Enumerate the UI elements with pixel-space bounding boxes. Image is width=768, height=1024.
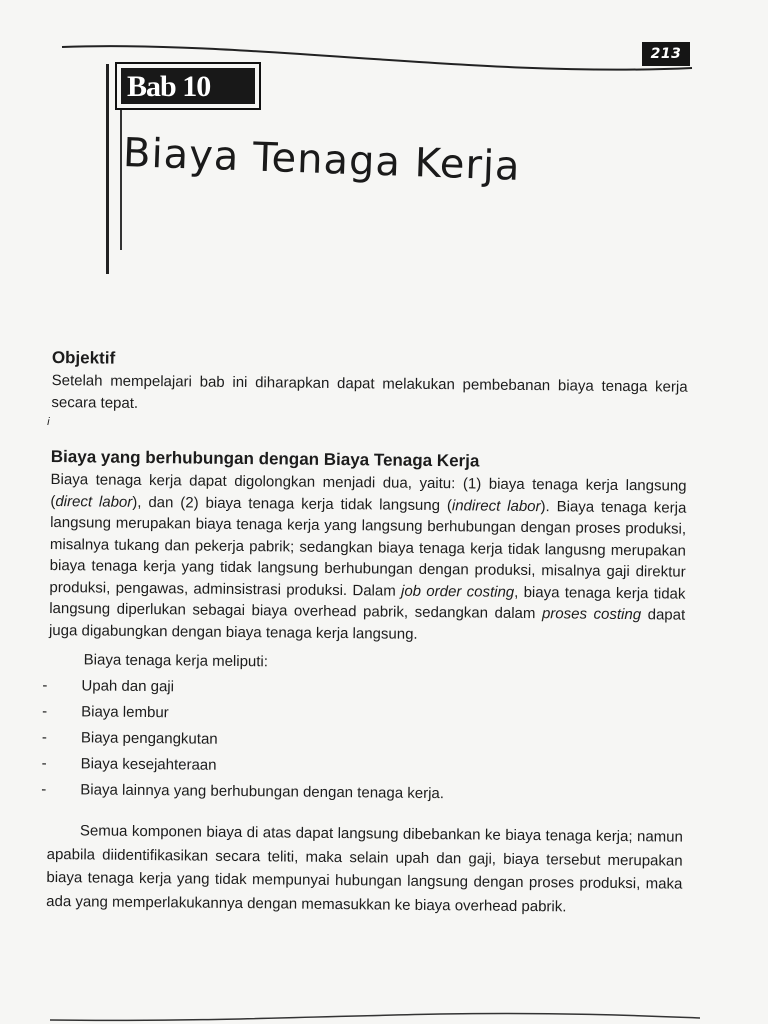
- objective-text: Setelah mempelajari bab ini diharapkan dapat melakukan pembebanan biaya tenaga kerja secara tepat.: [51, 371, 688, 412]
- list-item-text: Biaya pengangkutan: [80, 729, 218, 748]
- list-item-text: Biaya kesejahteraan: [80, 755, 217, 774]
- page-number: 213: [642, 42, 690, 66]
- chapter-label: Bab 10: [121, 68, 255, 104]
- chapter-inner-rule: [120, 108, 122, 250]
- list-bullet: -: [42, 676, 48, 694]
- term-direct-labor: direct labor: [55, 492, 133, 511]
- list-item-text: Biaya lainnya yang berhubungan dengan tenaga kerja.: [80, 781, 445, 803]
- footer-rule: [0, 1000, 768, 1024]
- paragraph-text: ), dan (2) biaya tenaga kerja tidak langsung (: [132, 493, 453, 514]
- paragraph-text: dapat juga digabungkan dengan biaya tenaga kerja langsung.: [48, 606, 686, 643]
- paragraph-text: , biaya tenaga kerja tidak langsung diperlukan sebagai biaya overhead pabrik, sedangkan dalam: [49, 583, 686, 623]
- chapter-vertical-rule: [106, 64, 109, 274]
- list-bullet: -: [42, 702, 48, 720]
- list-bullet: -: [41, 780, 47, 798]
- objective-heading: Objektif: [51, 347, 116, 368]
- list-intro: Biaya tenaga kerja meliputi:: [83, 651, 269, 671]
- cost-component-list: [41, 673, 684, 810]
- paragraph-text: ). Biaya tenaga kerja langsung merupakan biaya tenaga kerja yang langsung berhubungan dengan proses produksi, misalnya tukang dan pekerja pabrik; sedangkan biaya tenaga kerja tidak langusng merupakan biaya tenaga kerja yang tidak langsung berhubungan dengan produksi, misalnya gaji direktur produksi, pengawas, adminsistrasi produksi. Dalam: [49, 497, 687, 600]
- list-bullet: -: [41, 754, 47, 772]
- term-job-order-costing: job order costing: [400, 582, 515, 601]
- stray-mark: i: [47, 415, 50, 428]
- term-proses-costing: proses costing: [541, 605, 642, 624]
- chapter-badge: [115, 62, 261, 110]
- list-item: [41, 777, 683, 810]
- section-paragraph: [49, 469, 687, 648]
- list-item-text: Upah dan gaji: [81, 677, 175, 696]
- closing-paragraph: Semua komponen biaya di atas dapat langsung dibebankan ke biaya tenaga kerja; namun apabila diidentifikasikan secara teliti, maka selain upah dan gaji, biaya tersebut merupakan biaya tenaga kerja yang tidak mempunyai hubungan langsung dengan proses produksi, maka ada yang memperlakukannya dengan memasukkan ke biaya overhead pabrik.: [46, 822, 683, 915]
- list-bullet: -: [41, 728, 47, 746]
- term-indirect-labor: indirect labor: [451, 496, 541, 515]
- page-content: [41, 346, 688, 920]
- paragraph-text: Biaya tenaga kerja dapat digolongkan menjadi dua, yaitu: (1) biaya tenaga kerja langsung (: [50, 470, 687, 510]
- section-heading: Biaya yang berhubungan dengan Biaya Tenaga Kerja: [50, 446, 480, 471]
- list-item-text: Biaya lembur: [81, 703, 169, 722]
- chapter-title: Biaya Tenaga Kerja: [122, 129, 522, 190]
